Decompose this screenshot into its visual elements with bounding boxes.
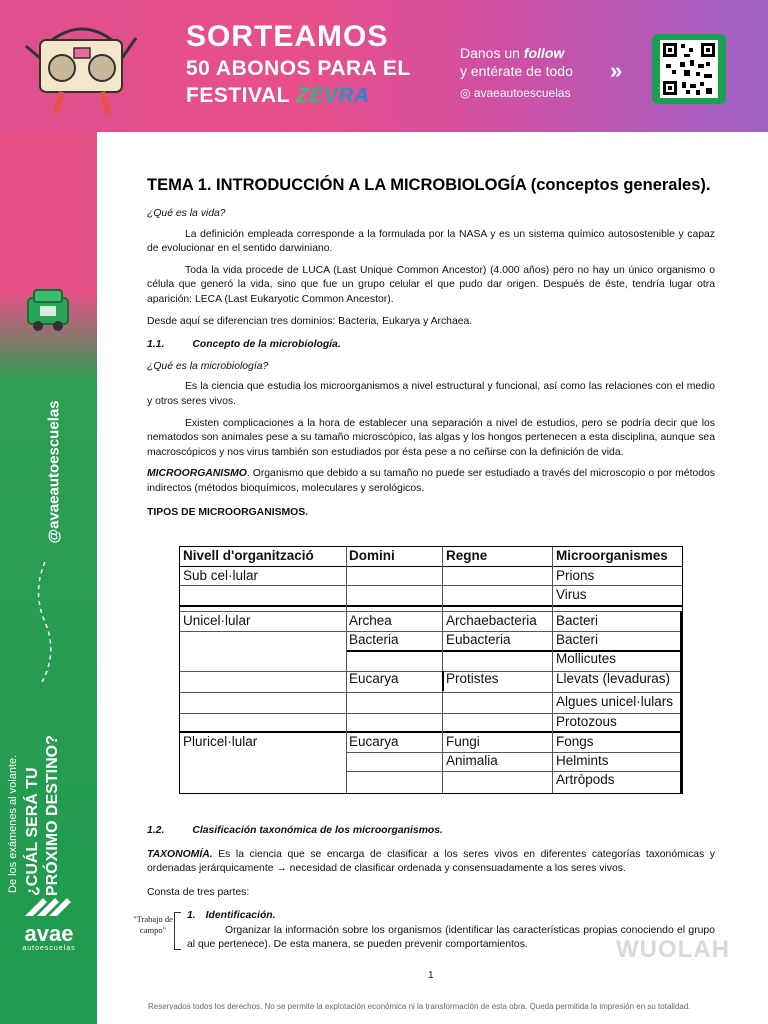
cell-fongs: Fongs	[556, 734, 594, 749]
cell-prions: Prions	[556, 568, 595, 583]
follow-a: Danos un	[460, 45, 524, 61]
instagram-handle[interactable]	[460, 84, 573, 102]
doc-block-2	[147, 824, 715, 900]
tipos-heading: TIPOS DE MICROORGANISMOS.	[147, 506, 309, 518]
avae-logo[interactable]	[14, 894, 84, 952]
promo-banner[interactable]	[0, 0, 768, 132]
sidebar-handle[interactable]: @avaeautoescuelas	[45, 400, 63, 544]
th-level: Nivell d'organització	[183, 548, 314, 563]
banner-line-3a: FESTIVAL	[186, 84, 296, 107]
question-life: ¿Qué es la vida?	[147, 208, 226, 219]
section-1-1-num: 1.1.	[147, 339, 165, 351]
cell-bacteria: Bacteria	[349, 632, 399, 647]
banner-line-1: SORTEAMOS	[186, 20, 389, 53]
sidebar-tag-small: De los exámenes al volante.	[7, 754, 19, 893]
item-1-num: 1.	[187, 910, 196, 921]
paragraph-domains: Desde aquí se diferencian tres dominios: Bacteria, Eukarya y Archaea.	[147, 315, 473, 327]
cell-subcellular: Sub cel·lular	[183, 568, 259, 583]
cell-eucarya-1: Eucarya	[349, 671, 399, 686]
section-1-2-title: Clasificación taxonómica de los microorganismos.	[192, 825, 443, 836]
section-1-1-title: Concepto de la microbiología.	[192, 339, 341, 351]
th-kingdom: Regne	[446, 548, 488, 563]
paragraph-taxonomy	[147, 848, 715, 877]
sidebar-ad[interactable]	[0, 132, 97, 1024]
section-1-2-heading	[147, 824, 715, 839]
cell-algues: Algues unicel·lulars	[556, 694, 674, 709]
paragraph-three-parts: Consta de tres partes:	[147, 886, 250, 898]
cell-fungi: Fungi	[446, 734, 480, 749]
cell-helmints: Helmints	[556, 753, 609, 768]
banner-line-2: 50 ABONOS PARA EL	[186, 57, 411, 80]
paragraph-luca: Toda la vida procede de LUCA (Last Unique Common Ancestor) (4.000 años) pero no hay un único organismo o célula que generó la vida, sino que fue un grupo celular el que pudo dar origen. Después de éste, tendría lugar otra aparición: LECA (Last Eukaryotic Common Ancestor).	[147, 264, 715, 305]
follow-cta	[460, 44, 573, 102]
cell-unicellular: Unicel·lular	[183, 613, 251, 628]
cell-llevats: Llevats (levaduras)	[556, 671, 671, 686]
paragraph-microorganism	[147, 467, 715, 496]
qr-code[interactable]	[652, 34, 726, 104]
sidebar-tag-big-1: ¿CUÁL SERÁ TU	[24, 767, 41, 896]
microorganism-term: MICROORGANISMO	[147, 468, 247, 480]
cell-mollicutes: Mollicutes	[556, 651, 617, 666]
bracket-divider	[174, 912, 181, 950]
footer-rights: Reservados todos los derechos. No se permite la explotación económica ni la transformación de esta obra. Queda permitida la impresión en su totalidad.	[148, 1002, 691, 1011]
th-microorganisms: Microorganismes	[556, 548, 668, 563]
cell-archaebacteria: Archaebacteria	[446, 613, 537, 628]
item-1-heading: 1. Identificación.	[187, 910, 276, 921]
paragraph-definition: Es la ciencia que estudia los microorganismos a nivel estructural y funcional, así como las relaciones con el medio y otros seres vivos.	[147, 381, 715, 407]
car-mascot-icon	[22, 284, 74, 336]
sidebar-tag-big-2: PRÓXIMO DESTINO?	[44, 735, 61, 896]
th-domain: Domini	[349, 548, 395, 563]
paragraph-complications: Existen complicaciones a la hora de establecer una separación a nivel de estudios, pero se podría decir que los nematodos son animales pese a su tamaño microscópico, las algas y los hongos pertenecen a esta disciplina, aunque sea macroscópicos y nos virus también son estudiados por ésta pese a no ceñirse con la definición de vida.	[147, 417, 715, 458]
item-1-text: Organizar la información sobre los organismos (identificar las características propias conociendo el grupo al que pertenece). De esta manera, se pueden prevenir comportamientos.	[187, 924, 715, 951]
avae-logo-icon	[21, 894, 77, 918]
banner-title	[186, 22, 411, 106]
cell-protistes: Protistes	[446, 671, 499, 686]
follow-c: y entérate de todo	[460, 63, 573, 79]
page-number: 1	[428, 970, 434, 981]
taxonomy-text: Es la ciencia que se encarga de clasificar a los seres vivos en diferentes categorías taxonómicas y ordenadas jerárquicamente → necesidad de clasificar ordenada y consensuadamente a los seres vivos.	[147, 848, 715, 875]
sidebar-handle-wrap	[35, 382, 71, 552]
question-micro: ¿Qué es la microbiología?	[147, 360, 269, 372]
banner-line-3	[186, 85, 411, 106]
doc-title: TEMA 1. INTRODUCCIÓN A LA MICROBIOLOGÍA (conceptos generales).	[147, 176, 711, 194]
cell-eubacteria: Eubacteria	[446, 632, 511, 647]
field-note: "Trabajo de campo"	[133, 914, 173, 935]
item-1-title: Identificación	[205, 910, 273, 921]
cell-pluricellular: Pluricel·lular	[183, 734, 258, 749]
chevrons-right-icon: »	[610, 58, 623, 83]
cell-archea: Archea	[349, 613, 392, 628]
zevra-logo-text: ZEVRA	[295, 84, 370, 107]
follow-b: follow	[523, 45, 565, 61]
doc-block-1	[147, 207, 715, 520]
cell-eucarya-2: Eucarya	[349, 734, 399, 749]
qr-code-icon	[660, 40, 718, 98]
instagram-handle-text: avaeautoescuelas	[473, 86, 571, 100]
cell-bacteri-1: Bacteri	[556, 613, 599, 628]
microorganism-table	[179, 546, 683, 794]
section-1-2-num: 1.2.	[147, 825, 165, 836]
dashed-route-icon	[30, 562, 60, 682]
paragraph-nasa: La definición empleada corresponde a la formulada por la NASA y es un sistema químico autosostenible y capaz de evolucionar en el sentido darwiniano.	[147, 228, 715, 255]
cell-virus: Virus	[556, 587, 587, 602]
cell-animalia: Animalia	[446, 753, 498, 768]
instagram-icon: ◎	[460, 86, 471, 100]
cell-bacteri-2: Bacteri	[556, 632, 599, 647]
microorganism-text: . Organismo que debido a su tamaño no puede ser estudiado a través del microscopio o por métodos indirectos (métodos bioquímicos, moleculares y serológicos.	[147, 468, 715, 494]
cell-protozous: Protozous	[556, 714, 617, 729]
wuolah-watermark: WUOLAH	[616, 936, 730, 963]
taxonomy-term: TAXONOMÍA.	[147, 848, 213, 860]
boombox-mascot-icon	[22, 18, 142, 118]
avae-logo-sub: autoescuelas	[22, 945, 76, 952]
avae-logo-text: avae	[24, 921, 74, 946]
section-1-1-heading	[147, 338, 715, 353]
cell-artropods: Artròpods	[556, 772, 615, 787]
